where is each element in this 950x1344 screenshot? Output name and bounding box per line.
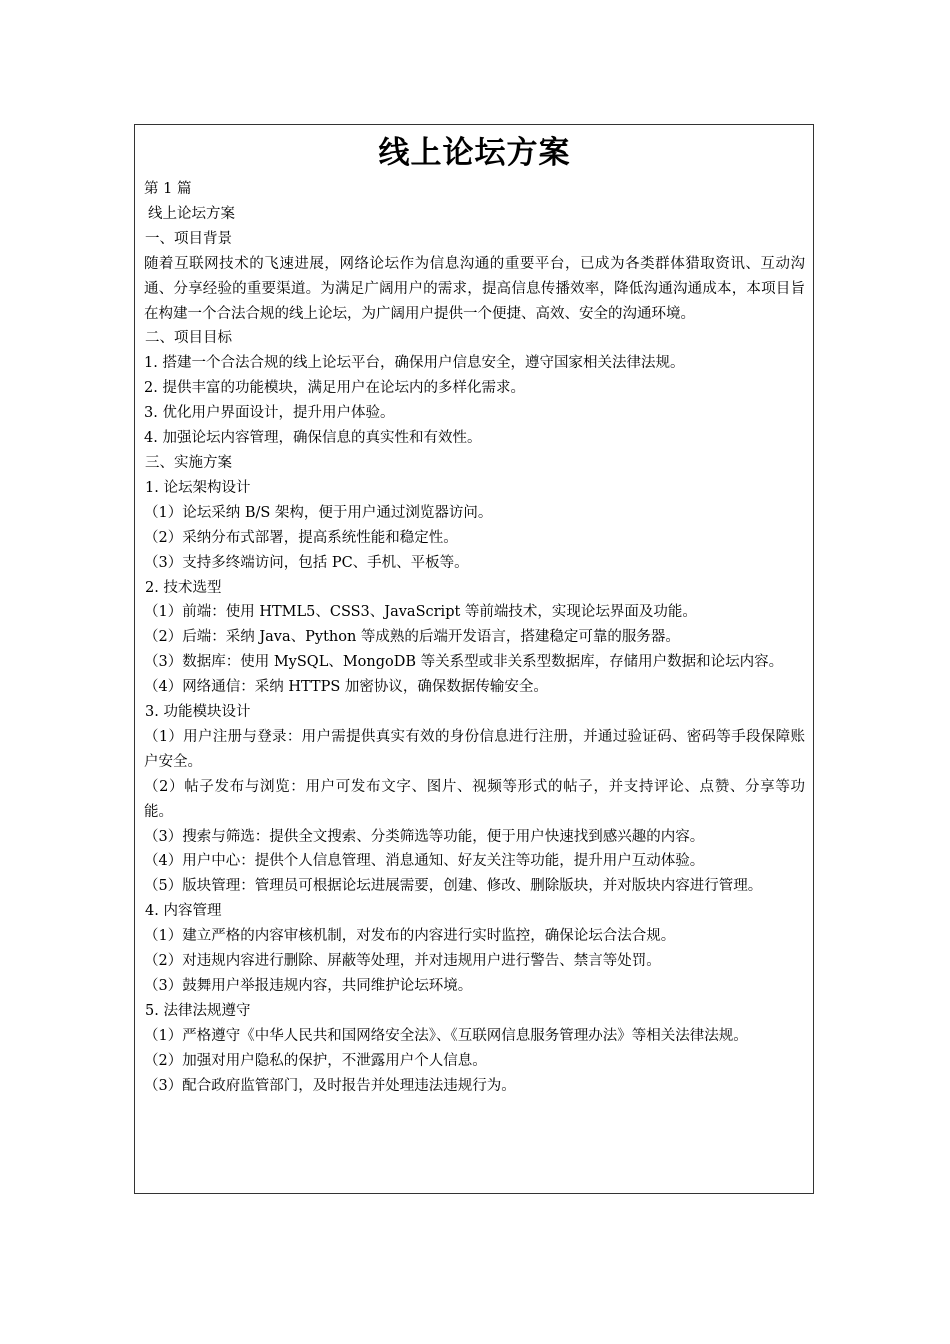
paragraph: 随着互联网技术的飞速进展，网络论坛作为信息沟通的重要平台，已成为各类群体猎取资讯、互动沟通、分享经验的重要渠道。为满足广阔用户的需求，提高信息传播效率，降低沟通沟通成本，本项目旨在构建一个合法合规的线上论坛，为广阔用户提供一个便捷、高效、安全的沟通环境。 (144, 255, 805, 322)
paragraph: 5. 法律法规遵守 (145, 1002, 251, 1019)
paragraph: （2）采纳分布式部署，提高系统性能和稳定性。 (144, 529, 458, 546)
paragraph: （1）严格遵守《中华人民共和国网络安全法》、《互联网信息服务管理办法》等相关法律法规。 (144, 1027, 748, 1044)
paragraph: （2）帖子发布与浏览：用户可发布文字、图片、视频等形式的帖子，并支持评论、点赞、分享等功能。 (144, 778, 805, 820)
paragraph: 4. 加强论坛内容管理，确保信息的真实性和有效性。 (144, 430, 482, 447)
paragraph: （1）论坛采纳 B/S 架构，便于用户通过浏览器访问。 (144, 504, 493, 521)
paragraph: 2. 技术选型 (145, 579, 222, 596)
paragraph: （2）对违规内容进行删除、屏蔽等处理，并对违规用户进行警告、禁言等处罚。 (144, 953, 661, 970)
paragraph: 线上论坛方案 (148, 205, 235, 222)
paragraph: （4）用户中心：提供个人信息管理、消息通知、好友关注等功能，提升用户互动体验。 (144, 853, 705, 870)
paragraph: 3. 功能模块设计 (145, 704, 251, 721)
paragraph: （1）前端：使用 HTML5、CSS3、JavaScript 等前端技术，实现论坛界面及功能。 (144, 604, 697, 621)
paragraph: （3）搜索与筛选：提供全文搜索、分类筛选等功能，便于用户快速找到感兴趣的内容。 (144, 828, 705, 845)
paragraph: （4）网络通信：采纳 HTTPS 加密协议，确保数据传输安全。 (144, 679, 548, 696)
document-title: 线上论坛方案 (378, 135, 571, 171)
paragraph: （1）建立严格的内容审核机制，对发布的内容进行实时监控，确保论坛合法合规。 (144, 928, 676, 945)
paragraph: 二、项目目标 (145, 330, 232, 347)
paragraph: （3）支持多终端访问，包括 PC、手机、平板等。 (144, 554, 469, 571)
paragraph: 4. 内容管理 (145, 903, 222, 920)
paragraph: （1）用户注册与登录：用户需提供真实有效的身份信息进行注册，并通过验证码、密码等手段保障账户安全。 (144, 728, 805, 770)
paragraph: （3）数据库：使用 MySQL、MongoDB 等关系型或非关系型数据库，存储用户数据和论坛内容。 (144, 654, 784, 671)
paragraph: （3）鼓舞用户举报违规内容，共同维护论坛环境。 (144, 978, 473, 994)
document-frame (134, 124, 814, 1194)
paragraph: （3）配合政府监管部门，及时报告并处理违法违规行为。 (144, 1077, 516, 1094)
paragraph: （2）后端：采纳 Java、Python 等成熟的后端开发语言，搭建稳定可靠的服务器。 (144, 629, 680, 646)
paragraph: （2）加强对用户隐私的保护，不泄露用户个人信息。 (144, 1052, 487, 1069)
paragraph: 1. 搭建一个合法合规的线上论坛平台，确保用户信息安全，遵守国家相关法律法规。 (144, 355, 685, 372)
paragraph: 1. 论坛架构设计 (145, 479, 251, 496)
paragraph: 3. 优化用户界面设计，提升用户体验。 (144, 405, 395, 422)
paragraph: 第 1 篇 (144, 181, 192, 197)
paragraph: 一、项目背景 (145, 230, 232, 247)
paragraph: 2. 提供丰富的功能模块，满足用户在论坛内的多样化需求。 (144, 380, 525, 397)
document-body (144, 177, 805, 1099)
paragraph: （5）版块管理：管理员可根据论坛进展需要，创建、修改、删除版块，并对版块内容进行管理。 (144, 878, 763, 895)
paragraph: 三、实施方案 (145, 454, 232, 471)
